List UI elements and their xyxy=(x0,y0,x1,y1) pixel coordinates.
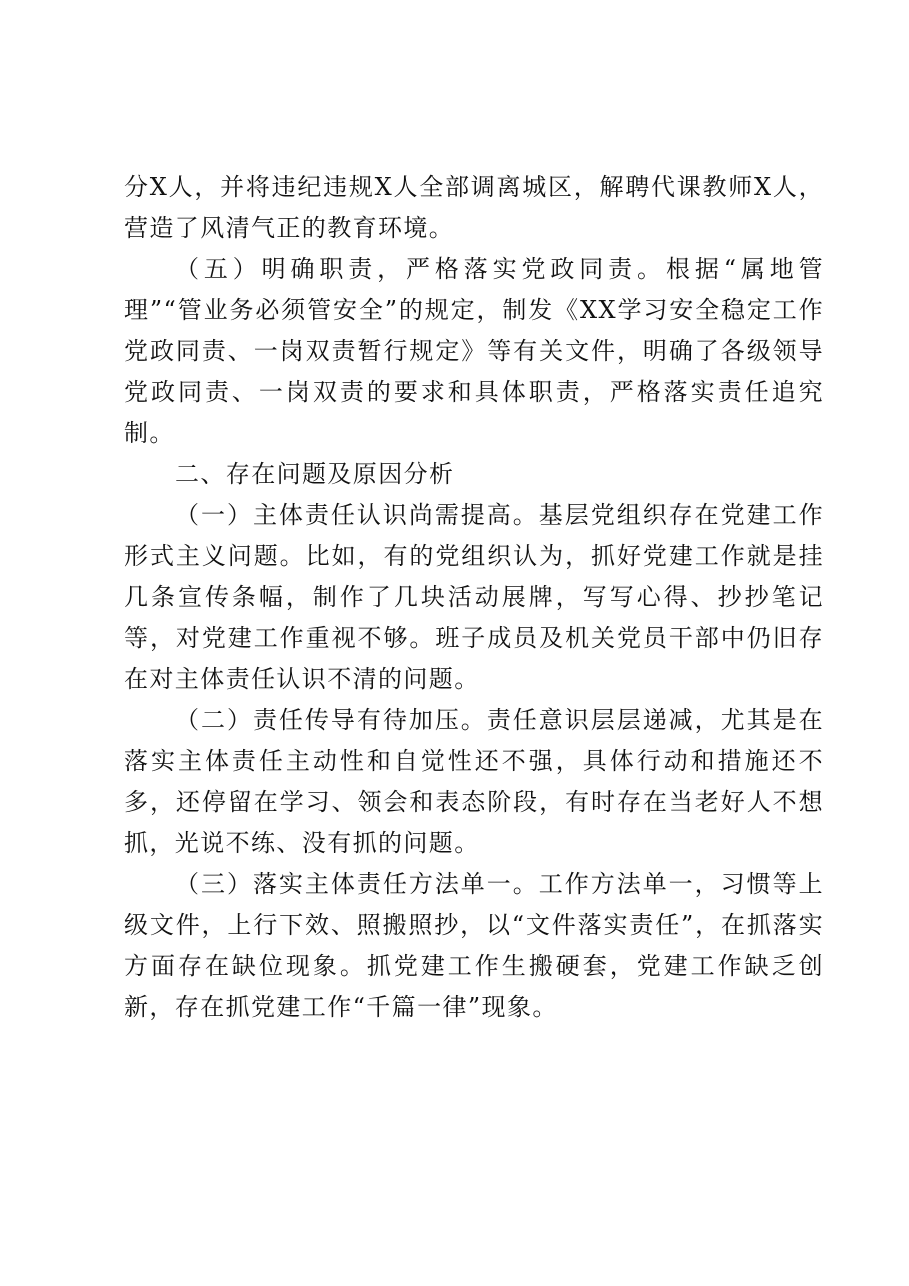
paragraph-lead: （五）明确职责，严格落实党政同责。 xyxy=(175,255,666,283)
issue-lead: （三）落实主体责任方法单一。 xyxy=(175,870,539,898)
issue-text: 工作方法单一，习惯等上级文件，上行下效、照搬照抄，以“文件落实责任”，在抓落实方面存在缺位现象。抓党建工作生搬硬套，党建工作缺乏创新，存在抓党建工作“千篇一律”现象。 xyxy=(124,870,824,1021)
document-body xyxy=(124,167,824,1028)
paragraph-text: 根据“属地管理”“管业务必须管安全”的规定，制发《XX学习安全稳定工作党政同责、一岗双责暂行规定》等有关文件，明确了各级领导党政同责、一岗双责的要求和具体职责，严格落实责任追究制。 xyxy=(124,255,824,447)
issue-paragraph-2 xyxy=(124,700,824,864)
issue-paragraph-1 xyxy=(124,495,824,700)
issue-lead: （一）主体责任认识尚需提高。 xyxy=(175,501,539,529)
issue-text: 基层党组织存在党建工作形式主义问题。比如，有的党组织认为，抓好党建工作就是挂几条宣传条幅，制作了几块活动展牌，写写心得、抄抄笔记等，对党建工作重视不够。班子成员及机关党员干部中仍旧存在对主体责任认识不清的问题。 xyxy=(124,501,824,693)
paragraph-continued xyxy=(124,167,824,249)
section-heading: 二、存在问题及原因分析 xyxy=(175,460,455,488)
issue-lead: （二）责任传导有待加压。 xyxy=(175,706,487,734)
paragraph-clarify-duties xyxy=(124,249,824,454)
paragraph-text: 分X人，并将违纪违规X人全部调离城区，解聘代课教师X人，营造了风清气正的教育环境。 xyxy=(124,173,824,242)
issue-text: 责任意识层层递减，尤其是在落实主体责任主动性和自觉性还不强，具体行动和措施还不多，还停留在学习、领会和表态阶段，有时存在当老好人不想抓，光说不练、没有抓的问题。 xyxy=(124,706,824,857)
issue-paragraph-3 xyxy=(124,864,824,1028)
